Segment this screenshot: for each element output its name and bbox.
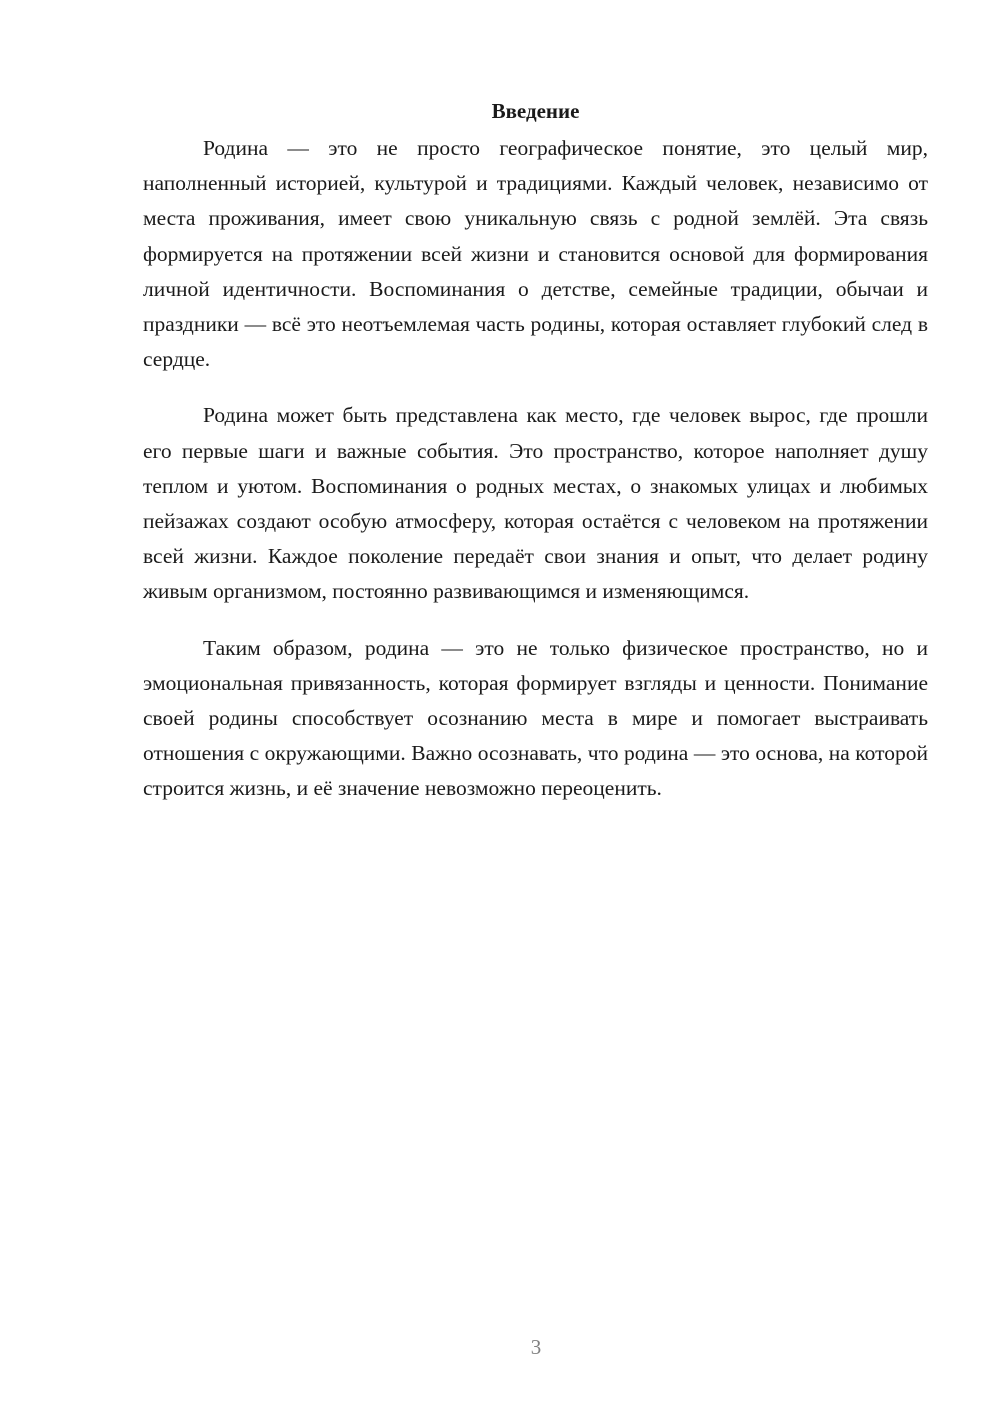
- paragraph-3: Таким образом, родина — это не только физическое пространство, но и эмоциональная привязанность, которая формирует взгляды и ценности. Понимание своей родины способствует осознанию места в мире и помогает выстраивать отношения с окружающими. Важно осознавать, что родина — это основа, на которой строится жизнь, и её значение невозможно переоценить.: [143, 635, 928, 801]
- page-number: 3: [530, 1335, 542, 1359]
- section-heading: Введение: [491, 99, 580, 123]
- page-content: [143, 96, 928, 828]
- paragraph-1: Родина — это не просто географическое понятие, это целый мир, наполненный историей, культурой и традициями. Каждый человек, независимо от места проживания, имеет свою уникальную связь с родной землёй. Эта связь формируется на протяжении всей жизни и становится основой для формирования личной идентичности. Воспоминания о детстве, семейные традиции, обычаи и праздники — всё это неотъемлемая часть родины, которая оставляет глубокий след в сердце.: [143, 136, 928, 372]
- paragraph-2: Родина может быть представлена как место, где человек вырос, где прошли его первые шаги и важные события. Это пространство, которое наполняет душу теплом и уютом. Воспоминания о родных местах, о знакомых улицах и любимых пейзажах создают особую атмосферу, которая остаётся с человеком на протяжении всей жизни. Каждое поколение передаёт свои знания и опыт, что делает родину живым организмом, постоянно развивающимся и изменяющимся.: [143, 403, 928, 604]
